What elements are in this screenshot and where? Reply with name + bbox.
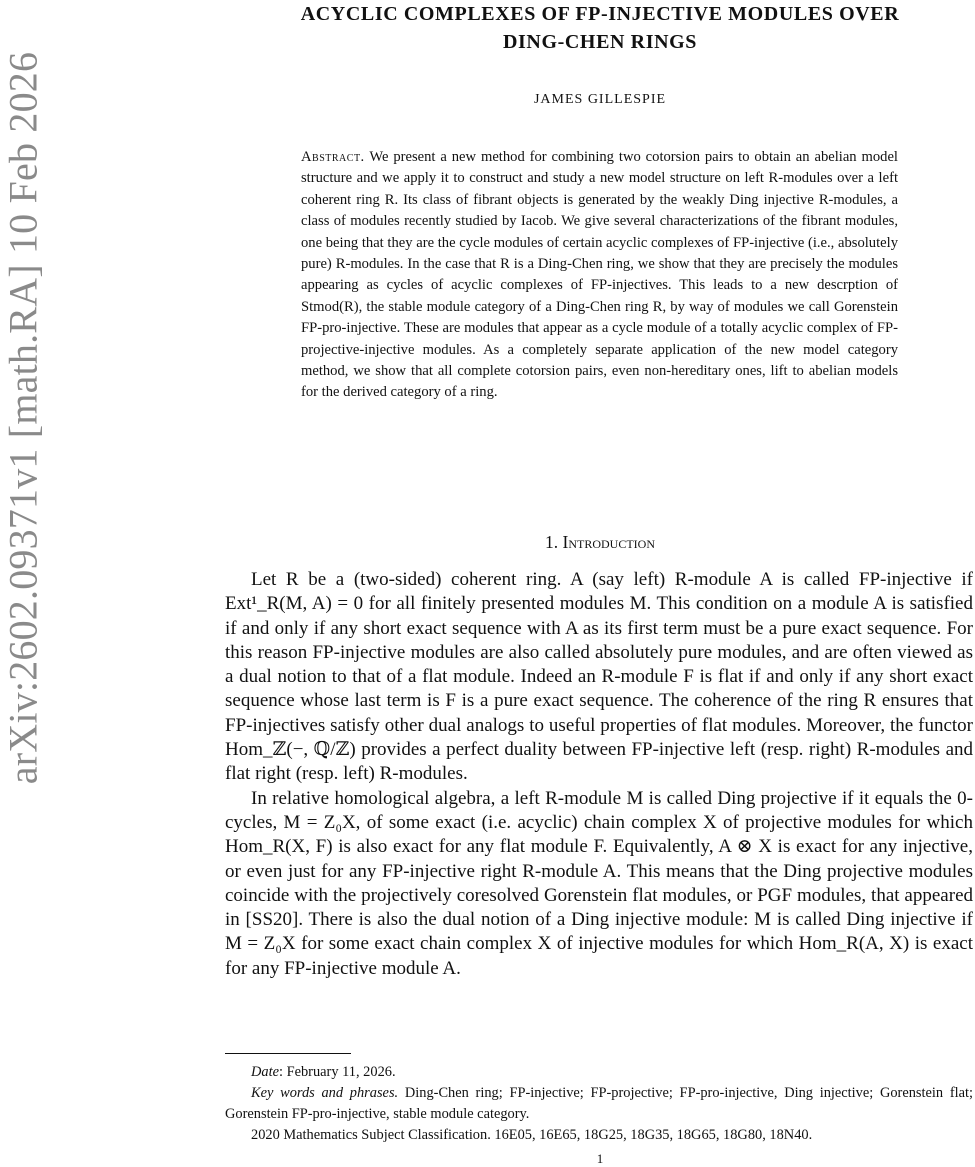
author-name: JAMES GILLESPIE	[533, 92, 667, 107]
page-number: 1	[596, 1151, 604, 1166]
intro-paragraph-2: In relative homological algebra, a left R-module M is called Ding projective if it equals the 0-cycles, M = Z₀X, of some exact (i.e. acyclic) chain complex X of projective modules for which Hom_R(X, F) is also exact for any flat module F. Equivalently, A ⊗ X is exact for any injective, or even just for any FP-injective right R-module A. This means that the Ding projective modules coincide with the projectively coresolved Gorenstein flat modules, or PGF modules, that appeared in [SS20]. There is also the dual notion of a Ding injective module: M is called Ding injective if M = Z₀X for some exact chain complex X of injective modules for which Hom_R(A, X) is exact for any FP-injective module A.	[225, 787, 973, 979]
date-value: : February 11, 2026.	[278, 1064, 396, 1080]
footnotes	[225, 1062, 973, 1146]
body-text	[225, 568, 973, 981]
footnote-msc: 2020 Mathematics Subject Classification. 16E05, 16E65, 18G25, 18G35, 18G65, 18G80, 18N40.	[251, 1127, 813, 1143]
section-title-text: Introduction	[562, 532, 655, 552]
abstract-label: Abstract.	[301, 149, 365, 165]
paper-title-line-1: ACYCLIC COMPLEXES OF FP-INJECTIVE MODULES OVER	[300, 3, 900, 25]
footnote-keywords	[225, 1083, 973, 1125]
keywords-value: Ding-Chen ring; FP-injective; FP-projective; FP-pro-injective, Ding injective; Gorenstein flat; Gorenstein FP-pro-injective, stable module category.	[225, 1085, 973, 1122]
footnote-date	[225, 1062, 973, 1083]
section-number: 1.	[545, 532, 559, 552]
footnote-rule	[225, 1053, 351, 1054]
date-label: Date	[251, 1064, 279, 1080]
paper-title-line-2: DING-CHEN RINGS	[502, 31, 698, 53]
keywords-label: Key words and phrases.	[251, 1085, 399, 1101]
arxiv-sidebar	[0, 51, 46, 785]
paper-title	[225, 0, 975, 56]
abstract	[301, 147, 898, 404]
section-heading	[225, 532, 975, 553]
arxiv-identifier: arXiv:2602.09371v1 [math.RA] 10 Feb 2026	[0, 51, 46, 785]
abstract-text: We present a new method for combining two cotorsion pairs to obtain an abelian model structure and we apply it to construct and study a new model structure on left R-modules over a left coherent ring R. Its class of fibrant objects is generated by the weakly Ding injective R-modules, a class of modules recently studied by Iacob. We give several characterizations of the fibrant modules, one being that they are the cycle modules of certain acyclic complexes of FP-injective (i.e., absolutely pure) R-modules. In the case that R is a Ding-Chen ring, we show that they are precisely the modules appearing as cycles of acyclic complexes of FP-injectives. This leads to a new descrption of Stmod(R), the stable module category of a Ding-Chen ring R, by way of modules we call Gorenstein FP-pro-injective. These are modules that appear as a cycle module of a totally acyclic complex of FP-projective-injective modules. As a completely separate application of the new model category method, we show that all complete cotorsion pairs, even non-hereditary ones, lift to abelian models for the derived category of a ring.	[301, 149, 898, 401]
intro-paragraph-1: Let R be a (two-sided) coherent ring. A (say left) R-module A is called FP-injective if Ext¹_R(M, A) = 0 for all finitely presented modules M. This condition on a module A is satisfied if and only if any short exact sequence with A as its first term must be a pure exact sequence. For this reason FP-injective modules are also called absolutely pure modules, and are often viewed as a dual notion to that of a flat module. Indeed an R-module F is flat if and only if any short exact sequence whose last term is F is a pure exact sequence. The coherence of the ring R ensures that FP-injectives satisfy other dual analogs to useful properties of flat modules. Moreover, the functor Hom_ℤ(−, ℚ/ℤ) provides a perfect duality between FP-injective left (resp. right) R-modules and flat right (resp. left) R-modules.	[225, 569, 973, 785]
